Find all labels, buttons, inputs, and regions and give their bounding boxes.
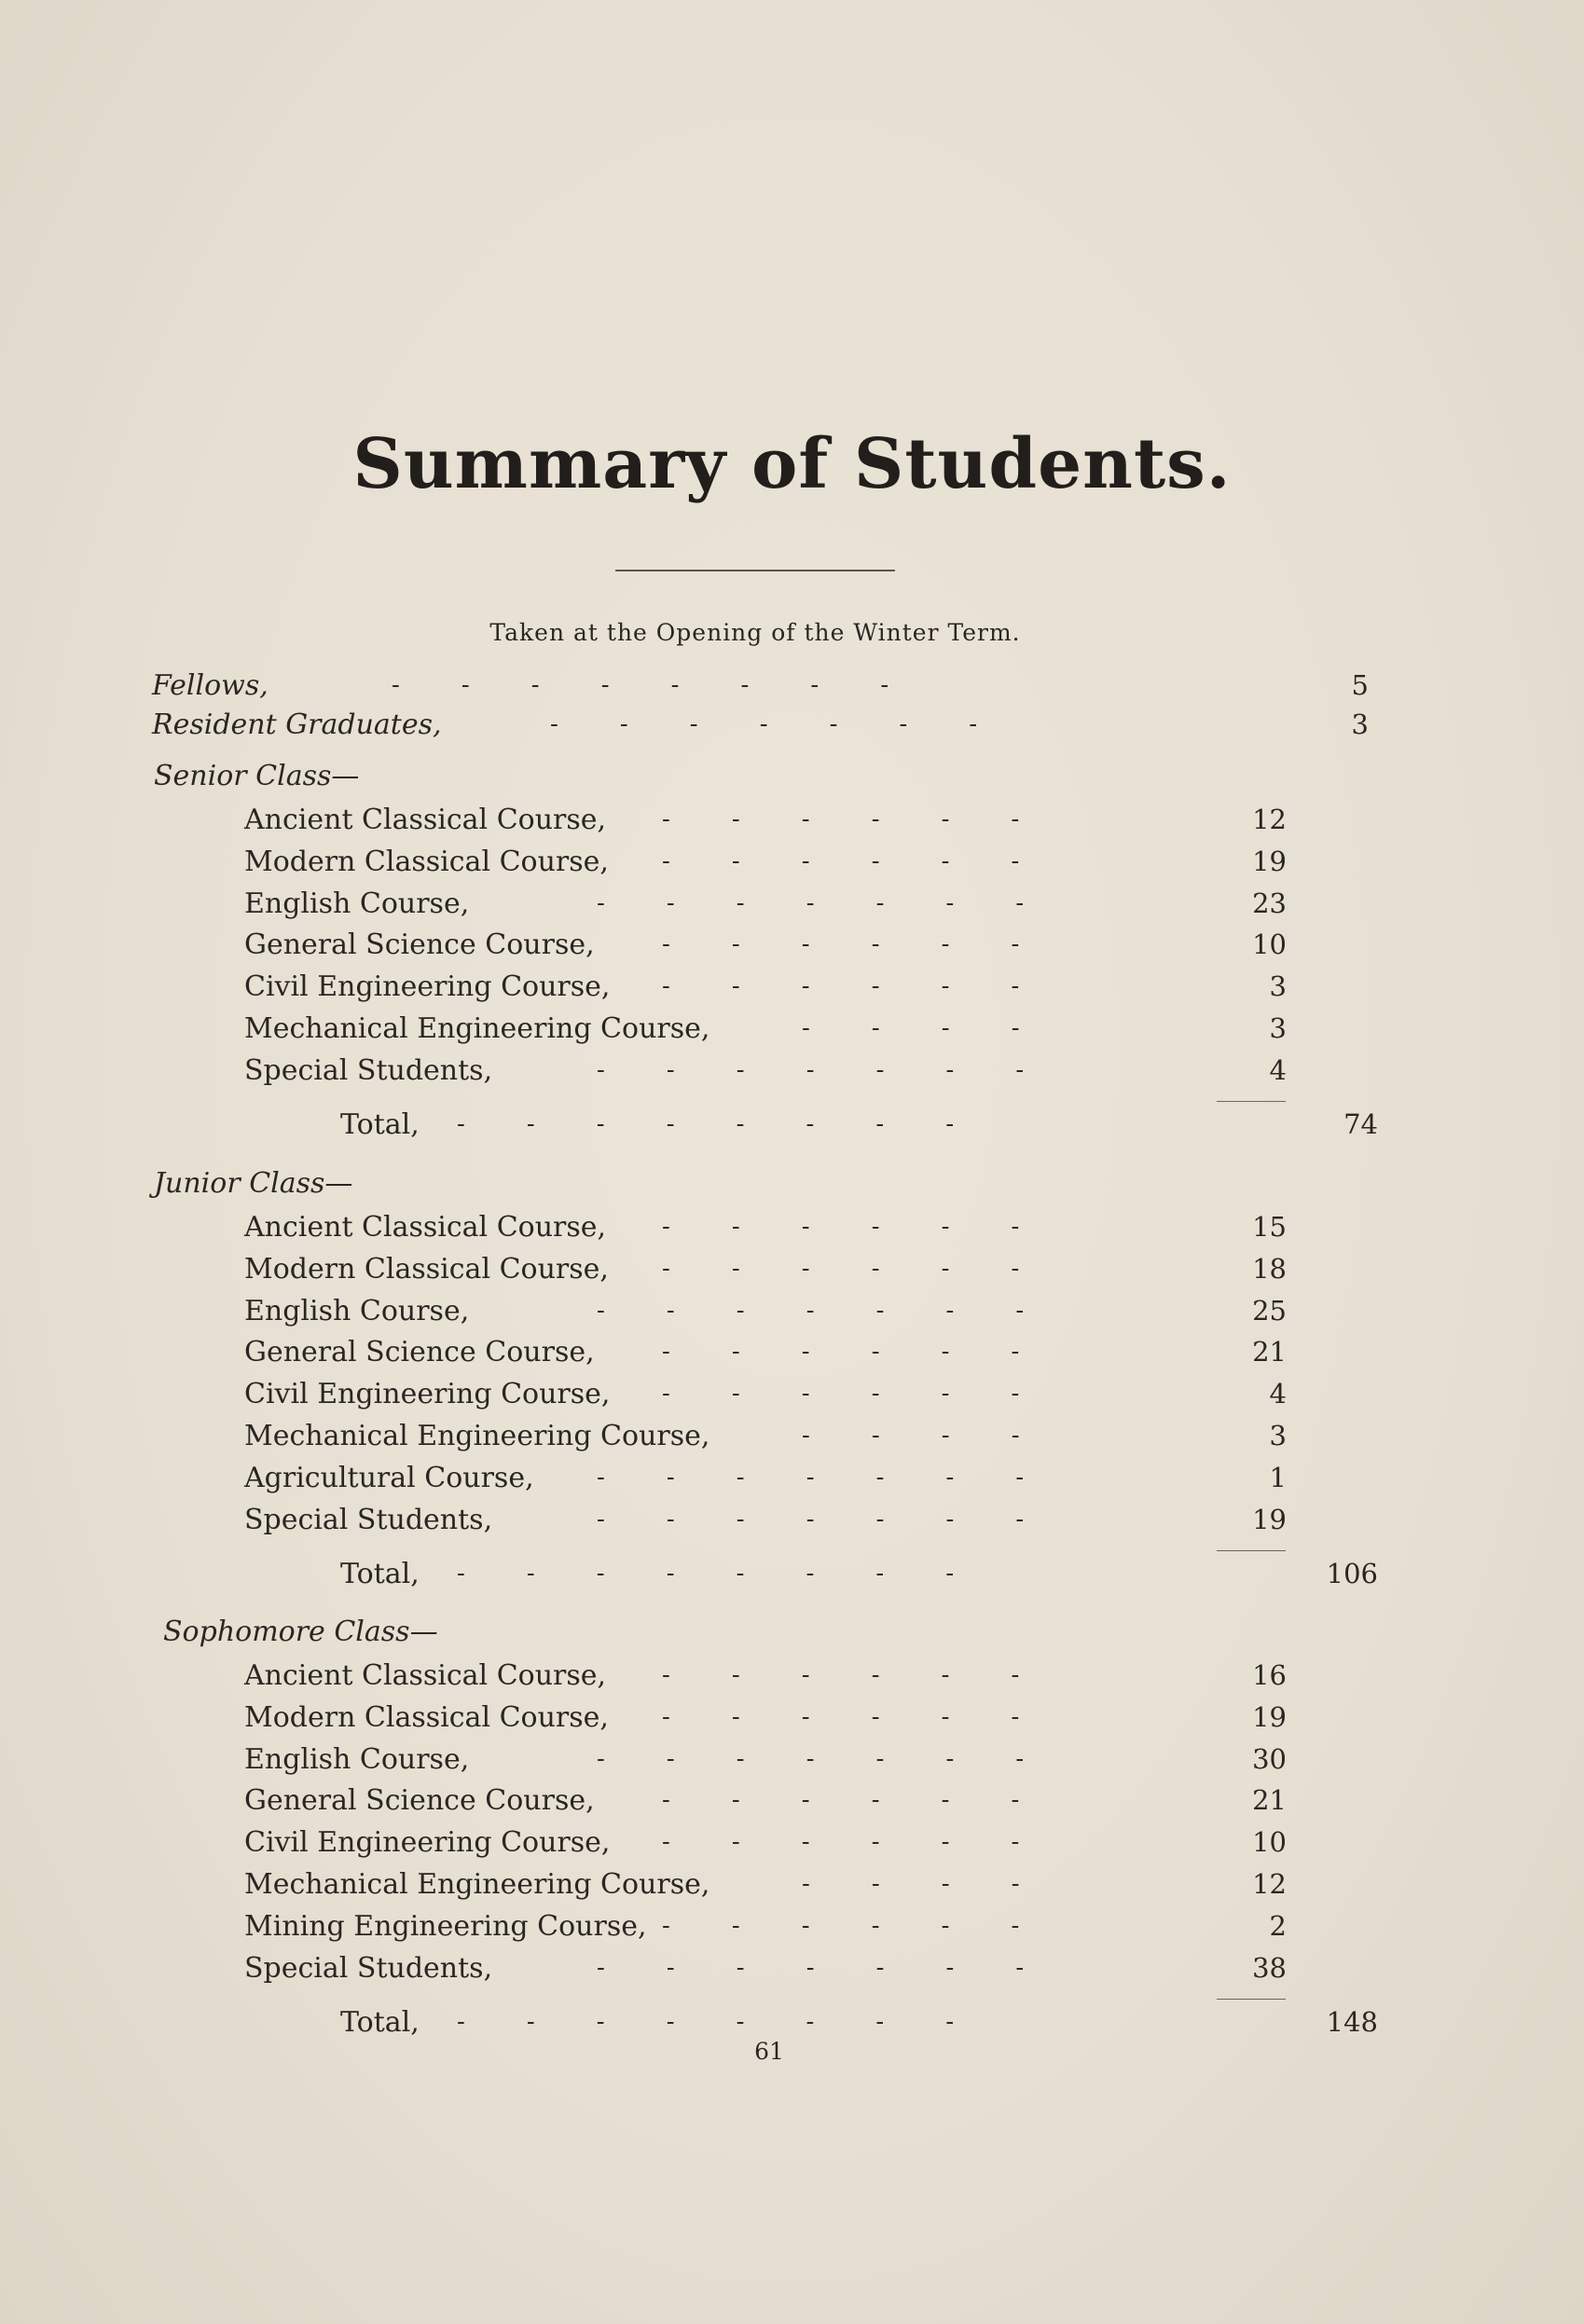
leader-dots: - - - - - - [662,1338,1020,1366]
course-count: 19 [1252,846,1287,877]
course-label: Ancient Classical Course, [244,1659,607,1692]
course-count: 25 [1252,1295,1287,1327]
class-heading: Senior Class— [154,760,360,792]
page-number: 61 [754,2038,784,2065]
leader-dots: - - - - [802,1422,1020,1450]
course-label: English Course, [244,1295,470,1327]
class-total: 74 [1343,1108,1378,1140]
course-count: 4 [1269,1378,1287,1410]
leader-dots: - - - - - - - [597,1506,1025,1533]
class-heading: Sophomore Class— [163,1616,438,1648]
course-label: Civil Engineering Course, [244,1826,611,1859]
leader-dots: - - - - - - [662,1786,1020,1814]
course-label: Mechanical Engineering Course, [244,1868,710,1901]
course-count: 15 [1252,1211,1287,1243]
course-label: Agricultural Course, [244,1462,534,1494]
course-label: Modern Classical Course, [244,846,609,878]
summary-label: Resident Graduates, [152,708,442,741]
leader-dots: - - - - - - - [550,710,978,738]
course-label: General Science Course, [244,928,595,961]
page-subtitle: Taken at the Opening of the Winter Term. [489,619,1021,646]
course-label: Mechanical Engineering Course, [244,1012,710,1045]
leader-dots: - - - - - - - [597,889,1025,917]
course-count: 18 [1252,1253,1287,1285]
course-count: 23 [1252,887,1287,919]
course-count: 30 [1252,1743,1287,1775]
leader-dots: - - - - - - [662,1703,1020,1731]
sum-rule [1217,1101,1286,1102]
summary-count: 5 [1351,669,1369,701]
class-heading: Junior Class— [154,1167,353,1200]
leader-dots: - - - - - - [662,930,1020,958]
course-label: Special Students, [244,1054,493,1087]
leader-dots: - - - - - - - [597,1745,1025,1773]
leader-dots: - - - - - - [662,805,1020,833]
total-label: Total, [340,1558,420,1590]
course-label: General Science Course, [244,1336,595,1368]
title-rule [615,570,895,571]
course-count: 10 [1252,928,1287,960]
leader-dots: - - - - - - [662,1380,1020,1408]
summary-count: 3 [1351,708,1369,740]
course-count: 12 [1252,1868,1287,1900]
leader-dots: - - - - - - [662,1661,1020,1689]
course-label: English Course, [244,1743,470,1776]
course-label: Ancient Classical Course, [244,1211,607,1244]
leader-dots: - - - - - - [662,1828,1020,1856]
course-count: 3 [1269,1012,1287,1044]
leader-dots: - - - - - - [662,1213,1020,1241]
course-count: 19 [1252,1504,1287,1535]
leader-dots: - - - - - - [662,1255,1020,1283]
total-label: Total, [340,1108,420,1141]
total-label: Total, [340,2006,420,2039]
leader-dots: - - - - [802,1870,1020,1898]
leader-dots: - - - - - - - [597,1464,1025,1492]
course-count: 2 [1269,1910,1287,1942]
course-label: English Course, [244,887,470,920]
class-total: 148 [1326,2006,1378,2038]
course-label: Special Students, [244,1504,493,1536]
course-count: 16 [1252,1659,1287,1691]
course-label: Mining Engineering Course, [244,1910,647,1943]
course-count: 3 [1269,1420,1287,1451]
course-count: 1 [1269,1462,1287,1493]
leader-dots: - - - - - - - - [392,671,889,699]
course-label: Mechanical Engineering Course, [244,1420,710,1452]
course-label: Civil Engineering Course, [244,970,611,1003]
course-label: General Science Course, [244,1784,595,1817]
course-count: 21 [1252,1336,1287,1368]
leader-dots: - - - - - - [662,1912,1020,1940]
course-count: 4 [1269,1054,1287,1086]
leader-dots: - - - - - - - - [457,1110,955,1138]
course-label: Modern Classical Course, [244,1701,609,1734]
leader-dots: - - - - - - - [597,1056,1025,1084]
course-label: Ancient Classical Course, [244,804,607,836]
course-label: Special Students, [244,1952,493,1985]
course-count: 3 [1269,970,1287,1002]
course-count: 12 [1252,804,1287,835]
course-count: 21 [1252,1784,1287,1816]
sum-rule [1217,1999,1286,2000]
page-title: Summary of Students. [352,424,1232,504]
course-label: Civil Engineering Course, [244,1378,611,1410]
summary-label: Fellows, [152,669,269,702]
leader-dots: - - - - - - - [597,1954,1025,1982]
sum-rule [1217,1550,1286,1551]
leader-dots: - - - - [802,1014,1020,1042]
course-count: 10 [1252,1826,1287,1858]
course-count: 38 [1252,1952,1287,1984]
leader-dots: - - - - - - - - [457,1560,955,1588]
course-label: Modern Classical Course, [244,1253,609,1286]
leader-dots: - - - - - - [662,972,1020,1000]
leader-dots: - - - - - - - - [457,2008,955,2036]
class-total: 106 [1326,1558,1378,1589]
leader-dots: - - - - - - - [597,1297,1025,1325]
leader-dots: - - - - - - [662,847,1020,875]
course-count: 19 [1252,1701,1287,1733]
